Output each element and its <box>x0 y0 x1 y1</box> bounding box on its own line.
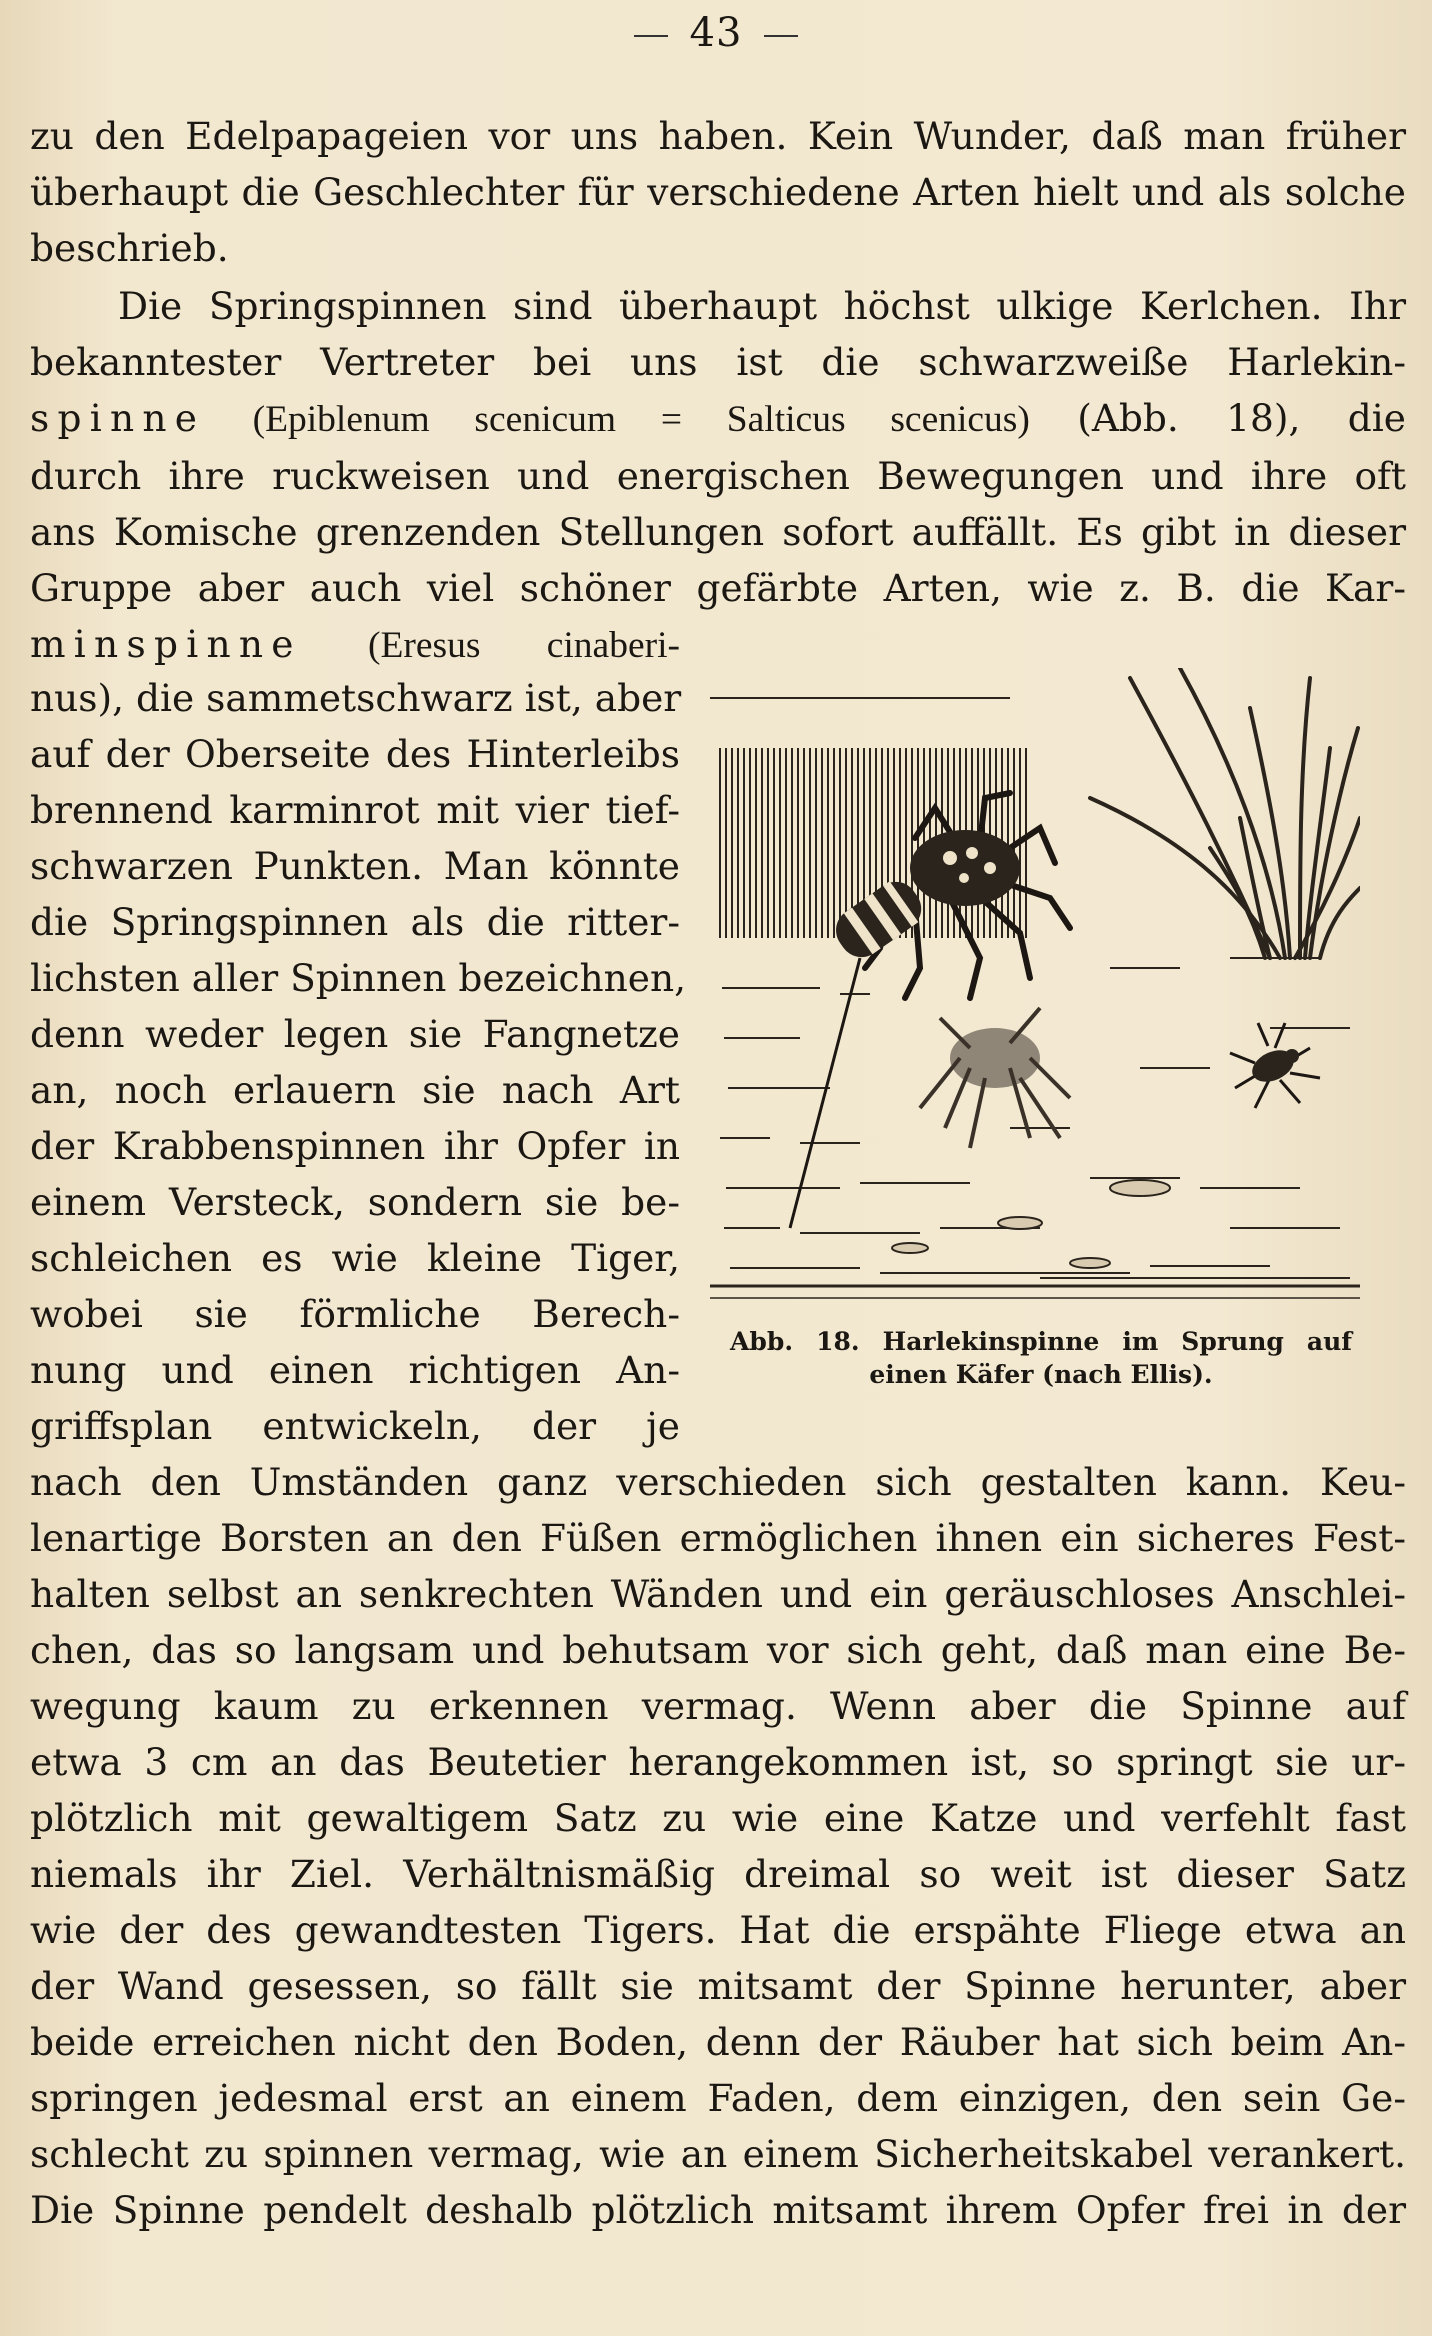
text-line: Die Springspinnen sind überhaupt höchst ulkige Kerlchen. Ihr <box>118 284 1406 328</box>
paragraph-1 <box>30 108 1406 276</box>
text-line: nus), die sammetschwarz ist, aber <box>30 676 682 720</box>
text-line: schwarzen Punkten. Man könnte <box>30 844 680 888</box>
text-line: schleichen es wie kleine Tiger, <box>30 1236 680 1280</box>
caption-line: Abb. 18. Harlekinspinne im Sprung auf <box>730 1327 1352 1356</box>
header-dash-left <box>634 35 668 37</box>
text-line: brennend karminrot mit vier tief- <box>30 788 680 832</box>
text-line: wie der des gewandtesten Tigers. Hat die erspähte Fliege etwa an <box>30 1908 1406 1952</box>
text-line: etwa 3 cm an das Beutetier herangekommen ist, so springt sie ur- <box>30 1740 1406 1784</box>
text-line: wobei sie förmliche Berech- <box>30 1292 680 1336</box>
text-line: auf der Oberseite des Hinterleibs <box>30 732 680 776</box>
text-line: einem Versteck, sondern sie be- <box>30 1180 680 1224</box>
text-line: beschrieb. <box>30 226 229 270</box>
paragraph-2-narrow <box>30 670 687 1454</box>
text-line: zu den Edelpapageien vor uns haben. Kein Wunder, daß man früher <box>30 114 1406 158</box>
text-line: der Wand gesessen, so fällt sie mitsamt der Spinne herunter, aber <box>30 1964 1406 2008</box>
page-header <box>0 10 1432 56</box>
figure-abb-18 <box>710 668 1360 1308</box>
text-line: beide erreichen nicht den Boden, denn der Räuber hat sich beim An- <box>30 2020 1406 2064</box>
text-line: spinne (Epiblenum scenicum = Salticus scenicus) (Abb. 18), die <box>30 396 1406 440</box>
text-line: nach den Umständen ganz verschieden sich gestalten kann. Keu- <box>30 1460 1406 1504</box>
text-line: nung und einen richtigen An- <box>30 1348 680 1392</box>
text-line: springen jedesmal erst an einem Faden, dem einzigen, den sein Ge- <box>30 2076 1406 2120</box>
text-line: überhaupt die Geschlechter für verschiedene Arten hielt und als solche <box>30 170 1406 214</box>
text-line: wegung kaum zu erkennen vermag. Wenn aber die Spinne auf <box>30 1684 1406 1728</box>
page-number: 43 <box>689 10 743 56</box>
text-line: minspinne (Eresus cinaberi- <box>30 622 680 666</box>
text-line: an, noch erlauern sie nach Art <box>30 1068 680 1112</box>
text-line: schlecht zu spinnen vermag, wie an einem Sicherheitskabel verankert. <box>30 2132 1406 2176</box>
paragraph-2-bottom <box>30 1454 1406 2238</box>
text-line: denn weder legen sie Fangnetze <box>30 1012 680 1056</box>
pebbles <box>892 1180 1170 1268</box>
figure-caption <box>730 1325 1352 1391</box>
text-line: griffsplan entwickeln, der je <box>30 1404 680 1448</box>
text-line: ans Komische grenzenden Stellungen sofort auffällt. Es gibt in dieser <box>30 510 1406 554</box>
text-line: durch ihre ruckweisen und energischen Bewegungen und ihre oft <box>30 454 1406 498</box>
text-line: lenartige Borsten an den Füßen ermöglichen ihnen ein sicheres Fest- <box>30 1516 1406 1560</box>
grass-tuft <box>1090 668 1360 958</box>
paragraph-2-top <box>30 278 1406 674</box>
text-line: Die Spinne pendelt deshalb plötzlich mitsamt ihrem Opfer frei in der <box>30 2188 1406 2232</box>
text-line: der Krabbenspinnen ihr Opfer in <box>30 1124 680 1168</box>
header-dash-right <box>764 35 798 37</box>
text-line: halten selbst an senkrechten Wänden und ein geräuschloses Anschlei- <box>30 1572 1406 1616</box>
beetle <box>1230 1023 1320 1108</box>
text-line: Gruppe aber auch viel schöner gefärbte Arten, wie z. B. die Kar- <box>30 566 1406 610</box>
text-line: lichsten aller Spinnen bezeichnen, <box>30 956 687 1000</box>
text-line: plötzlich mit gewaltigem Satz zu wie eine Katze und verfehlt fast <box>30 1796 1406 1840</box>
text-line: die Springspinnen als die ritter- <box>30 900 680 944</box>
text-line: chen, das so langsam und behutsam vor sich geht, daß man eine Be- <box>30 1628 1406 1672</box>
ground-hatching <box>710 958 1360 1298</box>
spider-illustration <box>710 668 1360 1308</box>
text-line: bekanntester Vertreter bei uns ist die schwarzweiße Harlekin- <box>30 340 1406 384</box>
caption-line: einen Käfer (nach Ellis). <box>869 1360 1213 1389</box>
text-line: niemals ihr Ziel. Verhältnismäßig dreimal so weit ist dieser Satz <box>30 1852 1406 1896</box>
